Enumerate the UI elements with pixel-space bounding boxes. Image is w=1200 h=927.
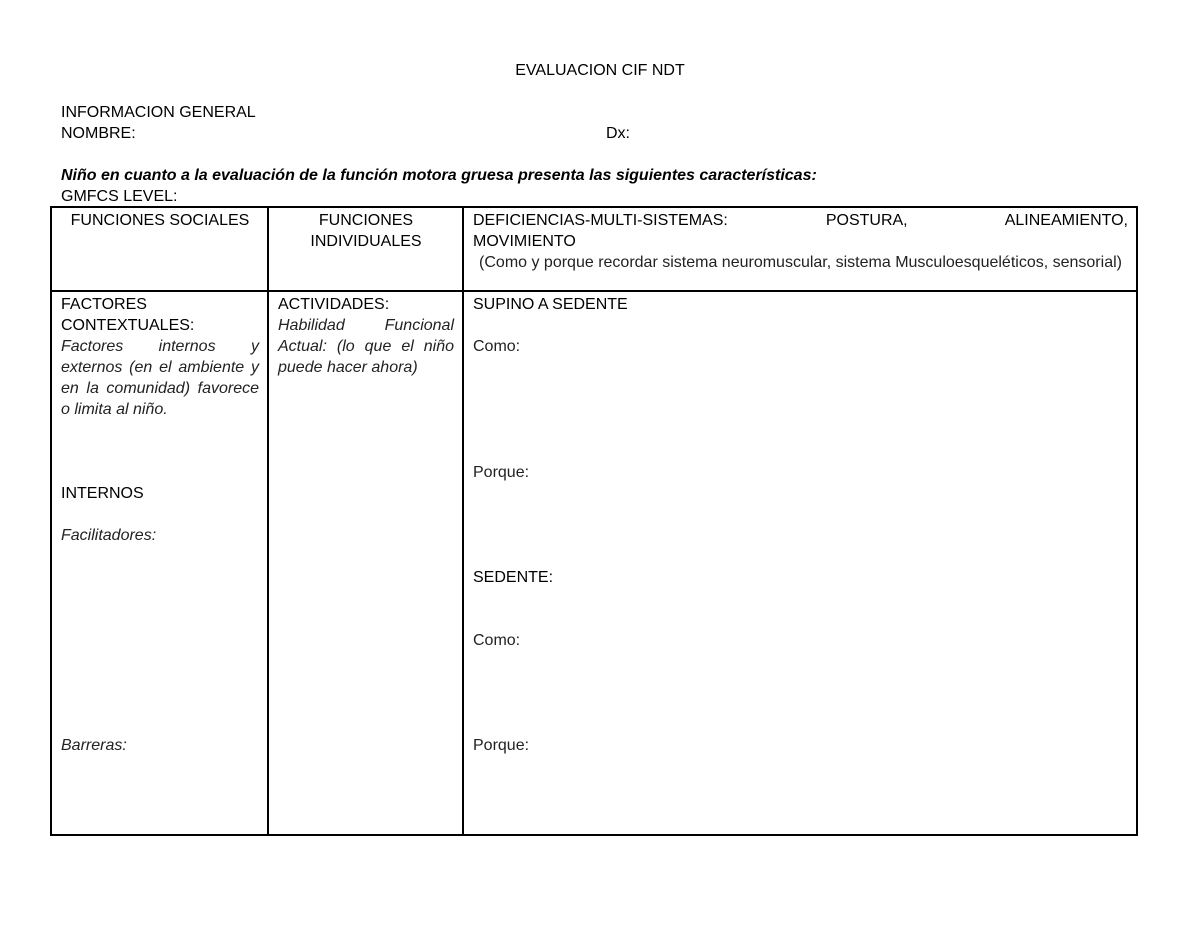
actividades-description: Habilidad Funcional Actual: (lo que el niño puede hacer ahora) — [278, 317, 454, 376]
header-deficiencias — [463, 207, 1137, 291]
cell-factores-contextuales — [51, 291, 268, 835]
supino-title: SUPINO A SEDENTE — [473, 296, 628, 313]
evaluation-table — [50, 206, 1138, 836]
general-info-heading: INFORMACION GENERAL — [61, 104, 256, 121]
header-funciones-individuales — [268, 207, 463, 291]
sedente-title: SEDENTE: — [473, 569, 554, 586]
dx-label: Dx: — [606, 125, 630, 142]
factores-description: Factores internos y externos (en el ambiente y en la comunidad) favorece o limita al niño. — [61, 338, 259, 418]
internos-label: INTERNOS — [61, 485, 144, 502]
document-title: EVALUACION CIF NDT — [515, 62, 685, 79]
facilitadores-label: Facilitadores: — [61, 527, 157, 544]
actividades-title: ACTIVIDADES: — [278, 296, 390, 313]
gmfcs-label: GMFCS LEVEL: — [61, 188, 178, 205]
factores-title: FACTORES CONTEXTUALES: — [61, 296, 195, 334]
header-col3-line1: DEFICIENCIAS-MULTI-SISTEMAS: POSTURA, ALINEAMIENTO, — [473, 212, 1128, 229]
barreras-label: Barreras: — [61, 737, 127, 754]
header-col2-label: FUNCIONES INDIVIDUALES — [310, 212, 422, 250]
sedente-porque-label: Porque: — [473, 737, 530, 754]
supino-porque-label: Porque: — [473, 464, 530, 481]
supino-como-label: Como: — [473, 338, 521, 355]
name-label: NOMBRE: — [61, 125, 136, 142]
table-body-row — [51, 291, 1137, 835]
header-col1-label: FUNCIONES SOCIALES — [70, 212, 250, 229]
cell-deficiencias — [463, 291, 1137, 835]
table-header-row — [51, 207, 1137, 291]
cell-actividades — [268, 291, 463, 835]
header-funciones-sociales — [51, 207, 268, 291]
sedente-como-label: Como: — [473, 632, 521, 649]
header-col3-note: (Como y porque recordar sistema neuromuscular, sistema Musculoesqueléticos, sensorial) — [479, 254, 1122, 271]
intro-text: Niño en cuanto a la evaluación de la función motora gruesa presenta las siguientes características: — [61, 167, 817, 184]
header-col3-line2: MOVIMIENTO — [473, 233, 576, 250]
